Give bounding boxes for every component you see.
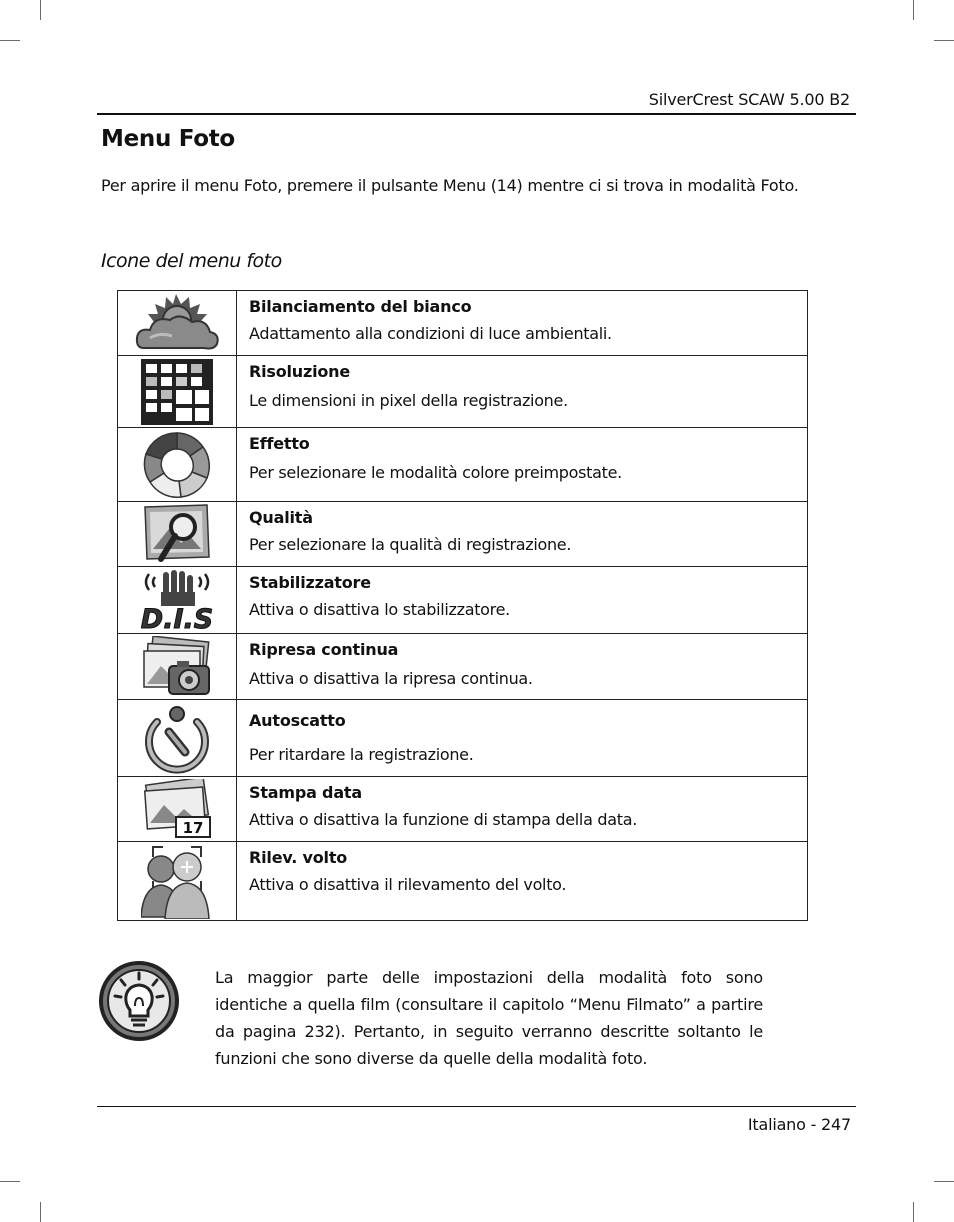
crop-mark [934, 1181, 954, 1182]
stabilizer-cell [237, 567, 808, 634]
crop-mark [40, 1202, 41, 1222]
crop-mark [934, 40, 954, 41]
stabilizer-label: D.I.S [141, 604, 213, 632]
header-product: SilverCrest SCAW 5.00 B2 [648, 90, 850, 109]
footer-rule [97, 1106, 856, 1107]
note-text: La maggior parte delle impostazioni della modalità foto sono identiche a quella film (consultare il capitolo “Menu Filmato” a partire da pagina 232). Pertanto, in seguito verranno descritte soltanto le funzioni che sono diverse da quelle della modalità foto. [215, 968, 763, 1068]
row-title: Ripresa continua [249, 640, 399, 659]
face-detection-cell [237, 842, 808, 921]
row-description: Attiva o disattiva il rilevamento del volto. [249, 875, 567, 894]
table-row [118, 356, 808, 428]
page-title: Menu Foto [101, 126, 235, 152]
crop-mark [913, 1202, 914, 1222]
lightbulb-icon [97, 958, 181, 1046]
row-title: Qualità [249, 508, 313, 527]
table-row [118, 567, 808, 634]
quality-cell [237, 502, 808, 567]
white-balance-cell [237, 291, 808, 356]
row-title: Rilev. volto [249, 848, 348, 867]
table-row [118, 777, 808, 842]
table-row [118, 842, 808, 921]
burst-shooting-icon [118, 634, 237, 700]
effect-icon [118, 428, 237, 502]
crop-mark [40, 0, 41, 20]
resolution-icon [118, 356, 237, 428]
crop-mark [0, 1181, 20, 1182]
white-balance-icon [118, 291, 237, 356]
row-description: Attiva o disattiva la ripresa continua. [249, 669, 533, 688]
section-title: Icone del menu foto [101, 250, 282, 272]
row-description: Per selezionare la qualità di registrazione. [249, 535, 572, 554]
row-title: Effetto [249, 434, 310, 453]
row-title: Risoluzione [249, 362, 351, 381]
header-rule [97, 113, 856, 115]
table-row [118, 428, 808, 502]
self-timer-icon [118, 700, 237, 777]
face-detection-icon [118, 842, 237, 921]
row-description: Adattamento alla condizioni di luce ambientali. [249, 324, 612, 343]
date-stamp-label: 17 [182, 819, 204, 837]
table-row [118, 634, 808, 700]
table-row [118, 700, 808, 777]
self-timer-cell [237, 700, 808, 777]
row-description: Per selezionare le modalità colore preimpostate. [249, 463, 622, 482]
page-number: Italiano - 247 [747, 1115, 851, 1134]
table-row [118, 502, 808, 567]
quality-icon [118, 502, 237, 567]
row-title: Stabilizzatore [249, 573, 371, 592]
row-description: Per ritardare la registrazione. [249, 745, 474, 764]
intro-paragraph: Per aprire il menu Foto, premere il pulsante Menu (14) mentre ci si trova in modalità Foto. [101, 176, 799, 195]
row-description: Le dimensioni in pixel della registrazione. [249, 391, 568, 410]
resolution-cell [237, 356, 808, 428]
burst-shooting-cell [237, 634, 808, 700]
table-row [118, 291, 808, 356]
row-description: Attiva o disattiva lo stabilizzatore. [249, 600, 510, 619]
crop-mark [913, 0, 914, 20]
row-description: Attiva o disattiva la funzione di stampa della data. [249, 810, 637, 829]
row-title: Stampa data [249, 783, 362, 802]
date-stamp-cell [237, 777, 808, 842]
crop-mark [0, 40, 20, 41]
row-title: Autoscatto [249, 711, 346, 730]
effect-cell [237, 428, 808, 502]
row-title: Bilanciamento del bianco [249, 297, 472, 316]
menu-icon-table [117, 290, 808, 921]
date-stamp-icon [118, 777, 237, 842]
stabilizer-icon [118, 567, 237, 634]
